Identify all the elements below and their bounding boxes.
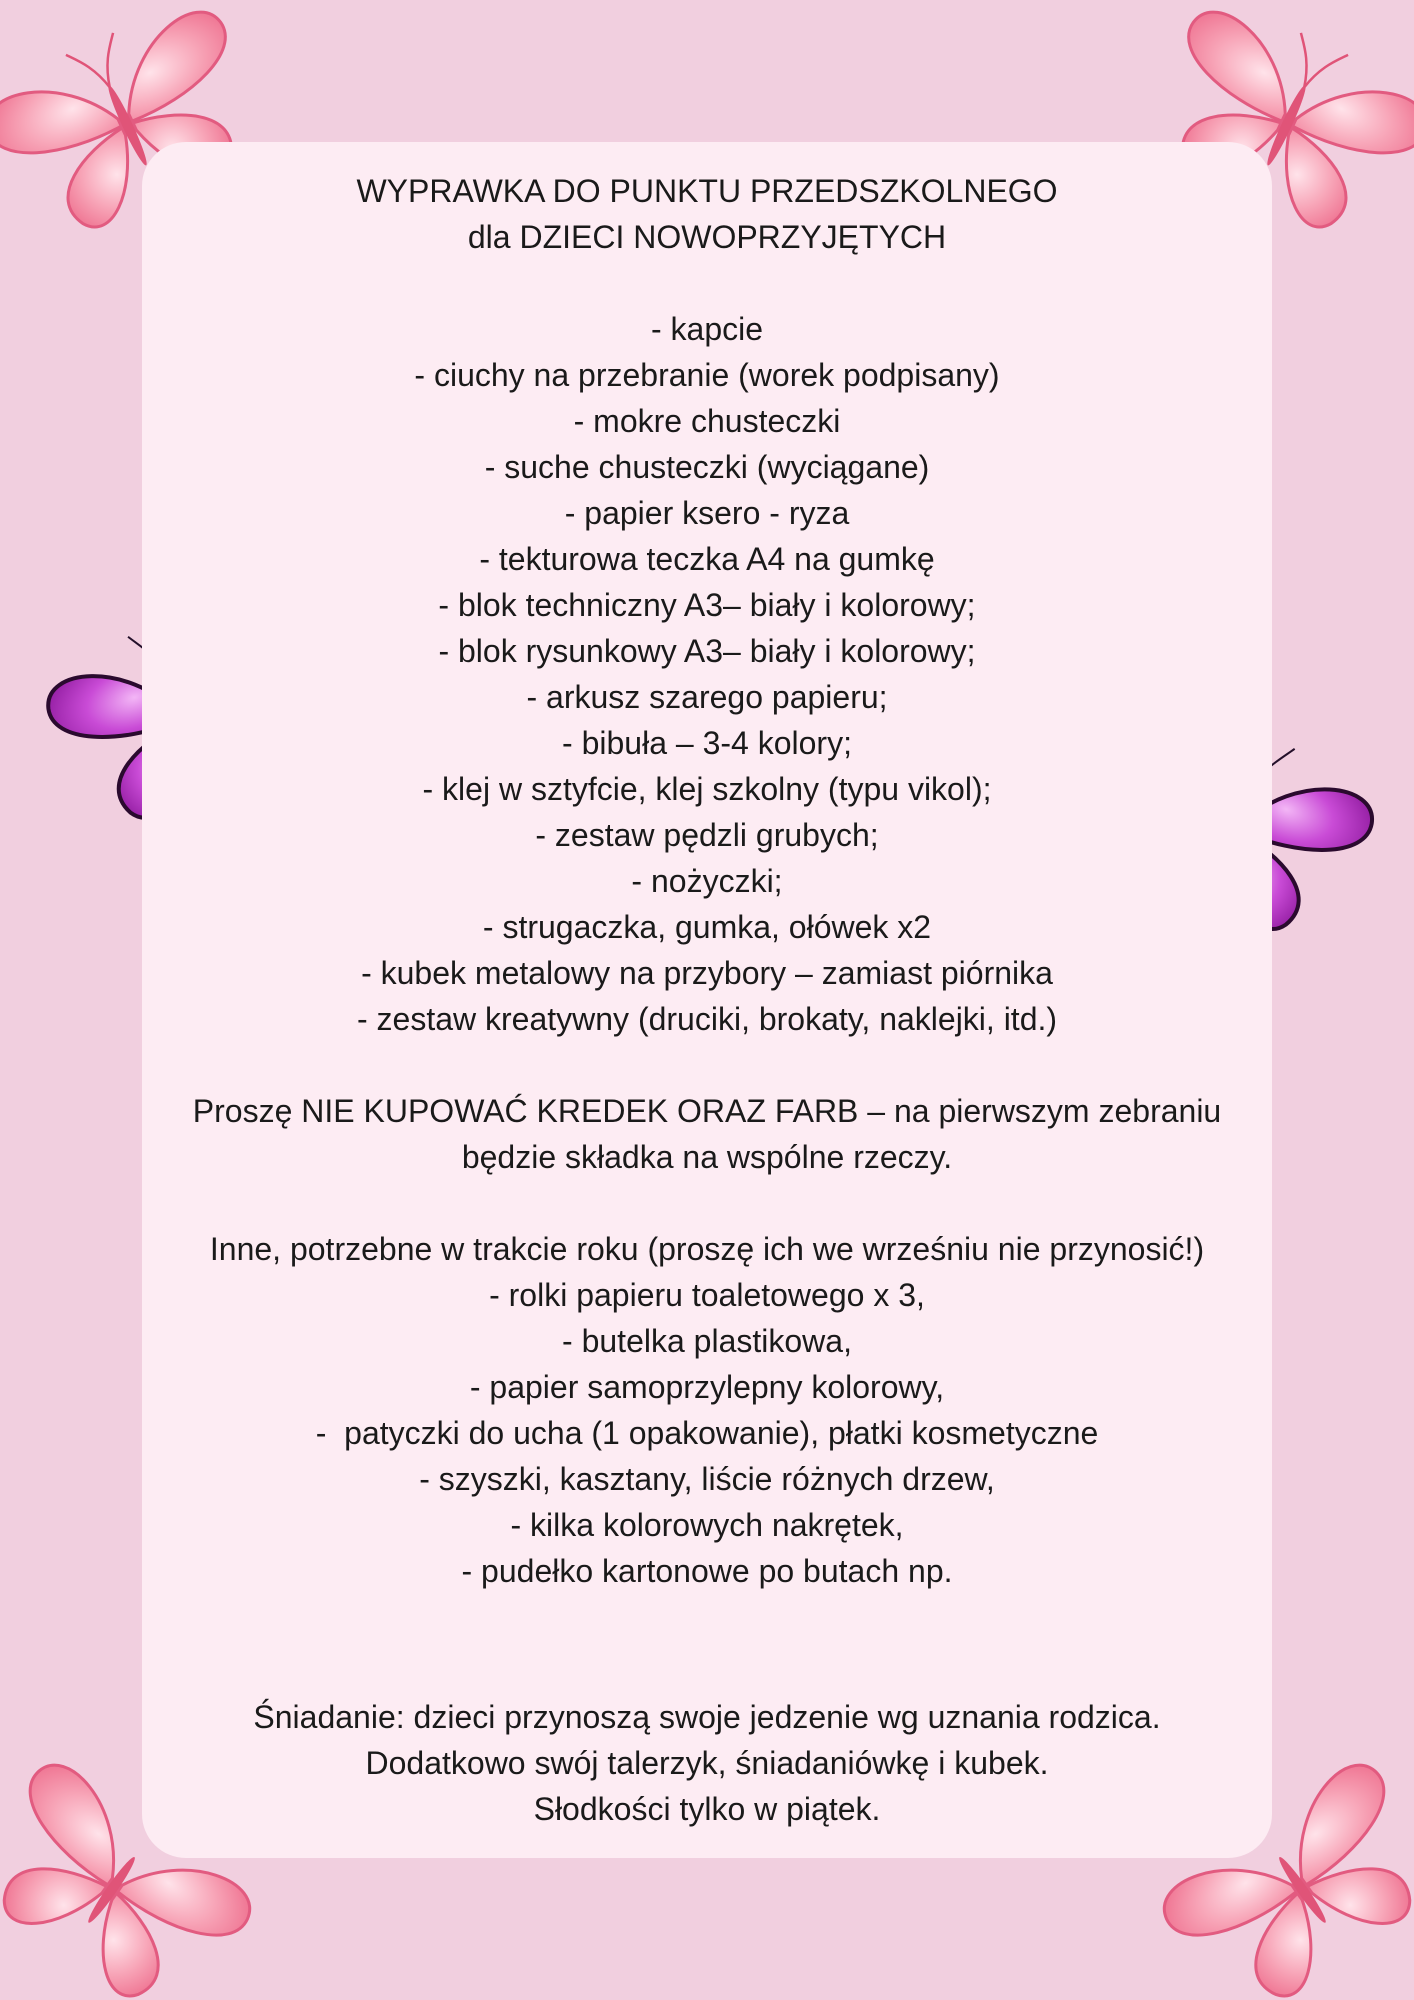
breakfast-line: Dodatkowo swój talerzyk, śniadaniówkę i kubek. [365,1745,1049,1781]
breakfast-paragraph [142,1694,1272,1832]
list-item: - pudełko kartonowe po butach np. [461,1553,953,1589]
extras-section [142,1226,1272,1594]
list-item: - bibuła – 3-4 kolory; [562,725,852,761]
content-card [142,142,1272,1858]
list-item: - mokre chusteczki [573,403,841,439]
list-item: - ciuchy na przebranie (worek podpisany) [414,357,1000,393]
notice-line: Proszę NIE KUPOWAĆ KREDEK ORAZ FARB – na pierwszym zebraniu [192,1093,1222,1129]
list-item: - zestaw pędzli grubych; [535,817,879,853]
list-item: - papier ksero - ryza [564,495,850,531]
list-item: - suche chusteczki (wyciągane) [484,449,930,485]
extras-heading: Inne, potrzebne w trakcie roku (proszę ich we wrześniu nie przynosić!) [209,1231,1205,1267]
list-item: - papier samoprzylepny kolorowy, [469,1369,945,1405]
title-line: WYPRAWKA DO PUNKTU PRZEDSZKOLNEGO [356,173,1058,209]
page-title [142,168,1272,260]
list-item: - klej w sztyfcie, klej szkolny (typu vikol); [422,771,992,807]
notice-paragraph [142,1088,1272,1180]
list-item: - butelka plastikowa, [562,1323,852,1359]
list-item: - blok rysunkowy A3– biały i kolorowy; [438,633,976,669]
list-item: - rolki papieru toaletowego x 3, [489,1277,925,1313]
list-item: - nożyczki; [631,863,783,899]
breakfast-line: Śniadanie: dzieci przynoszą swoje jedzenie wg uznania rodzica. [253,1699,1161,1735]
list-item: - tekturowa teczka A4 na gumkę [479,541,935,577]
list-item: - blok techniczny A3– biały i kolorowy; [438,587,976,623]
supplies-list [142,306,1272,1042]
list-item: - zestaw kreatywny (druciki, brokaty, naklejki, itd.) [356,1001,1058,1037]
breakfast-line: Słodkości tylko w piątek. [533,1791,881,1827]
list-item: - kilka kolorowych nakrętek, [510,1507,904,1543]
list-item: - patyczki do ucha (1 opakowanie), płatki kosmetyczne [315,1415,1099,1451]
list-item: - arkusz szarego papieru; [526,679,888,715]
list-item: - kubek metalowy na przybory – zamiast piórnika [361,955,1053,991]
list-item: - kapcie [650,311,764,347]
list-item: - szyszki, kasztany, liście różnych drzew, [419,1461,995,1497]
subtitle-line: dla DZIECI NOWOPRZYJĘTYCH [467,219,947,255]
notice-line: będzie składka na wspólne rzeczy. [461,1139,953,1175]
list-item: - strugaczka, gumka, ołówek x2 [482,909,932,945]
